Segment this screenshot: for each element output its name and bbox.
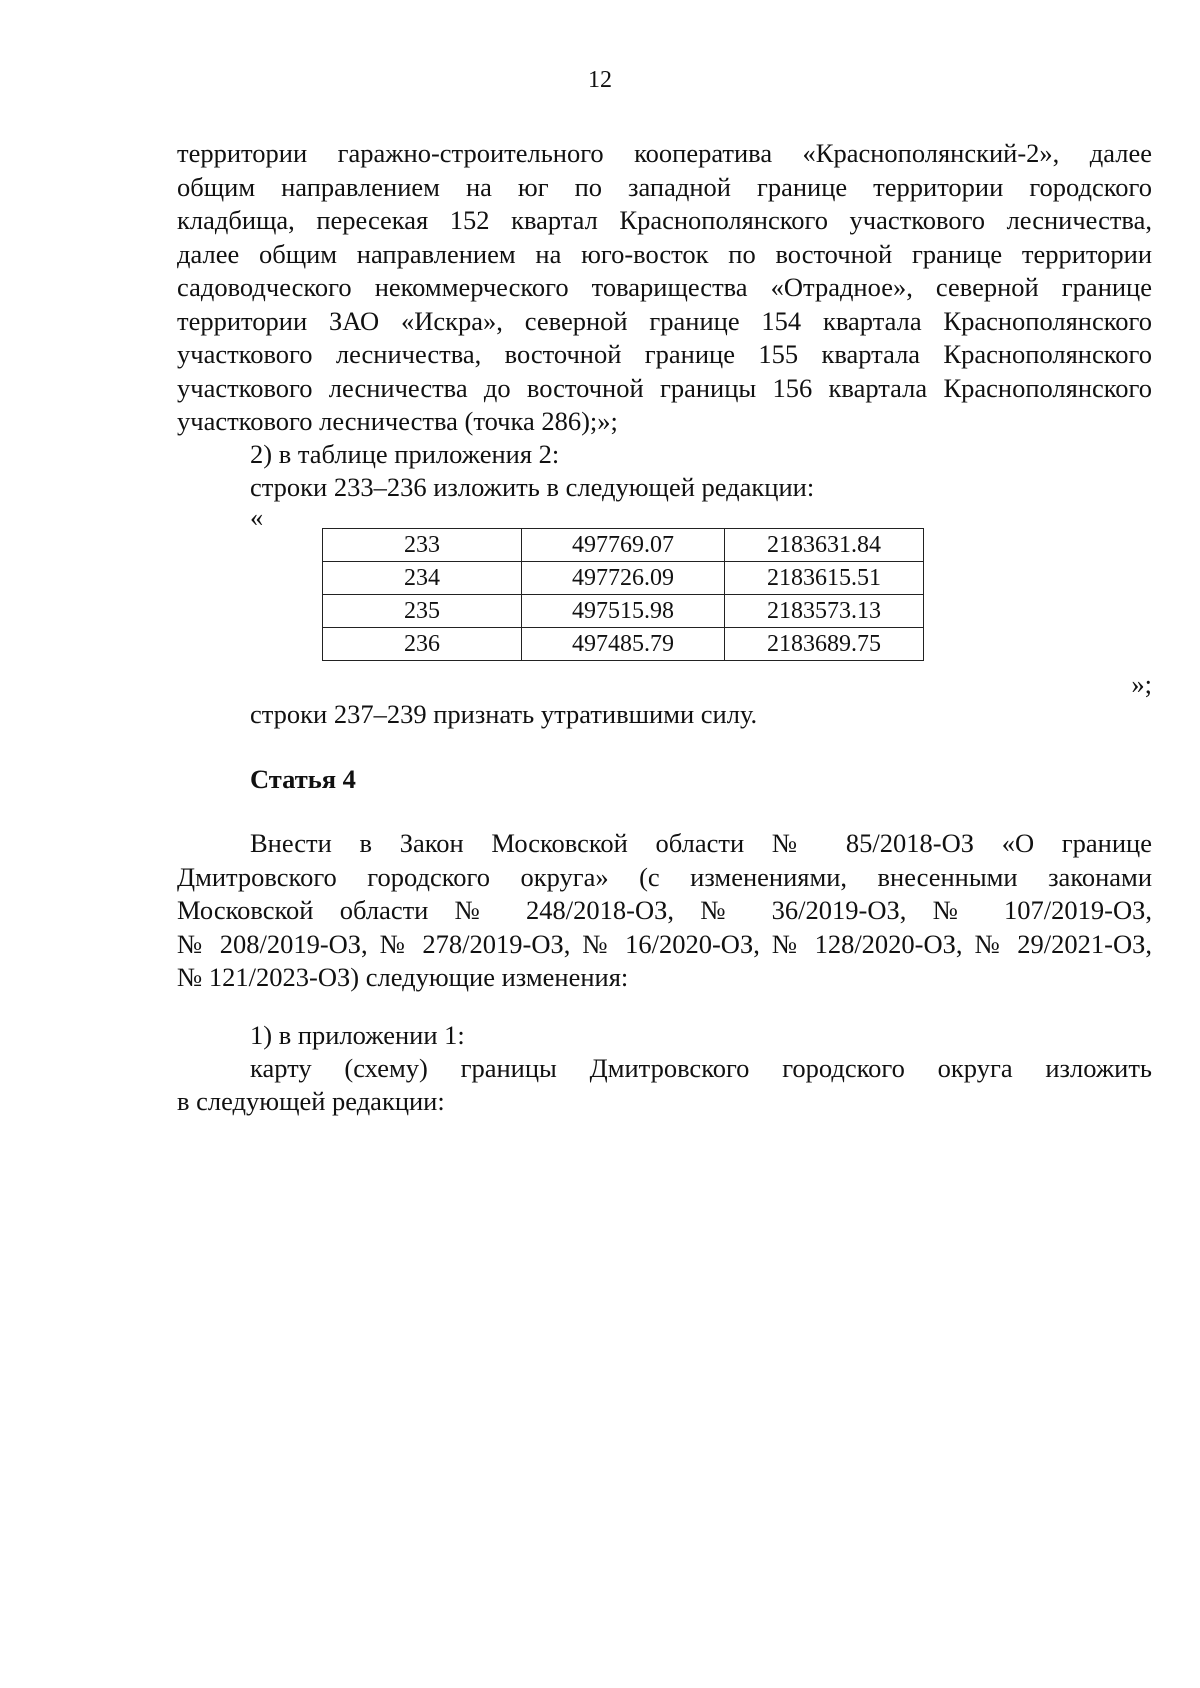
table-row (323, 529, 924, 562)
table-row (323, 595, 924, 628)
list-item-2: 2) в таблице приложения 2: (250, 439, 560, 469)
paragraph-line: общим направлением на юг по западной границе территории городского (177, 172, 1152, 202)
table-cell: 497485.79 (522, 628, 725, 661)
open-quote: « (250, 502, 264, 532)
table-cell: 234 (323, 562, 522, 595)
coordinates-table (322, 528, 924, 661)
rows-instruction: строки 233–236 изложить в следующей редакции: (250, 472, 815, 502)
map-instruction-line: карту (схему) границы Дмитровского городского округа изложить (250, 1053, 1152, 1083)
close-quote: »; (1131, 669, 1152, 699)
paragraph-line: № 121/2023-ОЗ) следующие изменения: (177, 962, 629, 992)
paragraph-line: далее общим направлением на юго-восток по восточной границе территории (177, 239, 1152, 269)
table-row (323, 562, 924, 595)
table-cell: 497769.07 (522, 529, 725, 562)
table-cell: 2183615.51 (725, 562, 924, 595)
rows-repealed: строки 237–239 признать утратившими силу. (250, 699, 758, 729)
table-row (323, 628, 924, 661)
paragraph-line: садоводческого некоммерческого товарищества «Отрадное», северной границе (177, 272, 1152, 302)
paragraph-line: участкового лесничества до восточной границы 156 квартала Краснополянского (177, 373, 1152, 403)
table-cell: 2183689.75 (725, 628, 924, 661)
paragraph-line: № 208/2019-ОЗ, № 278/2019-ОЗ, № 16/2020-ОЗ, № 128/2020-ОЗ, № 29/2021-ОЗ, (177, 929, 1152, 959)
paragraph-line: Внести в Закон Московской области № 85/2018-ОЗ «О границе (250, 828, 1152, 858)
article-heading: Статья 4 (250, 764, 356, 794)
paragraph-line: кладбища, пересекая 152 квартал Краснополянского участкового лесничества, (177, 205, 1152, 235)
paragraph-line: Московской области № 248/2018-ОЗ, № 36/2019-ОЗ, № 107/2019-ОЗ, (177, 895, 1152, 925)
paragraph-line: территории ЗАО «Искра», северной границе 154 квартала Краснополянского (177, 306, 1152, 336)
paragraph-line: Дмитровского городского округа» (с изменениями, внесенными законами (177, 862, 1152, 892)
paragraph-line: участкового лесничества (точка 286);»; (177, 406, 618, 436)
table-cell: 236 (323, 628, 522, 661)
table-cell: 2183573.13 (725, 595, 924, 628)
map-instruction-line: в следующей редакции: (177, 1086, 445, 1116)
table-cell: 233 (323, 529, 522, 562)
page-number: 12 (588, 67, 612, 93)
paragraph-line: территории гаражно-строительного кооператива «Краснополянский-2», далее (177, 138, 1152, 168)
list-item-1: 1) в приложении 1: (250, 1020, 465, 1050)
paragraph-line: участкового лесничества, восточной границе 155 квартала Краснополянского (177, 339, 1152, 369)
table-cell: 2183631.84 (725, 529, 924, 562)
table-cell: 235 (323, 595, 522, 628)
table-cell: 497726.09 (522, 562, 725, 595)
table-cell: 497515.98 (522, 595, 725, 628)
